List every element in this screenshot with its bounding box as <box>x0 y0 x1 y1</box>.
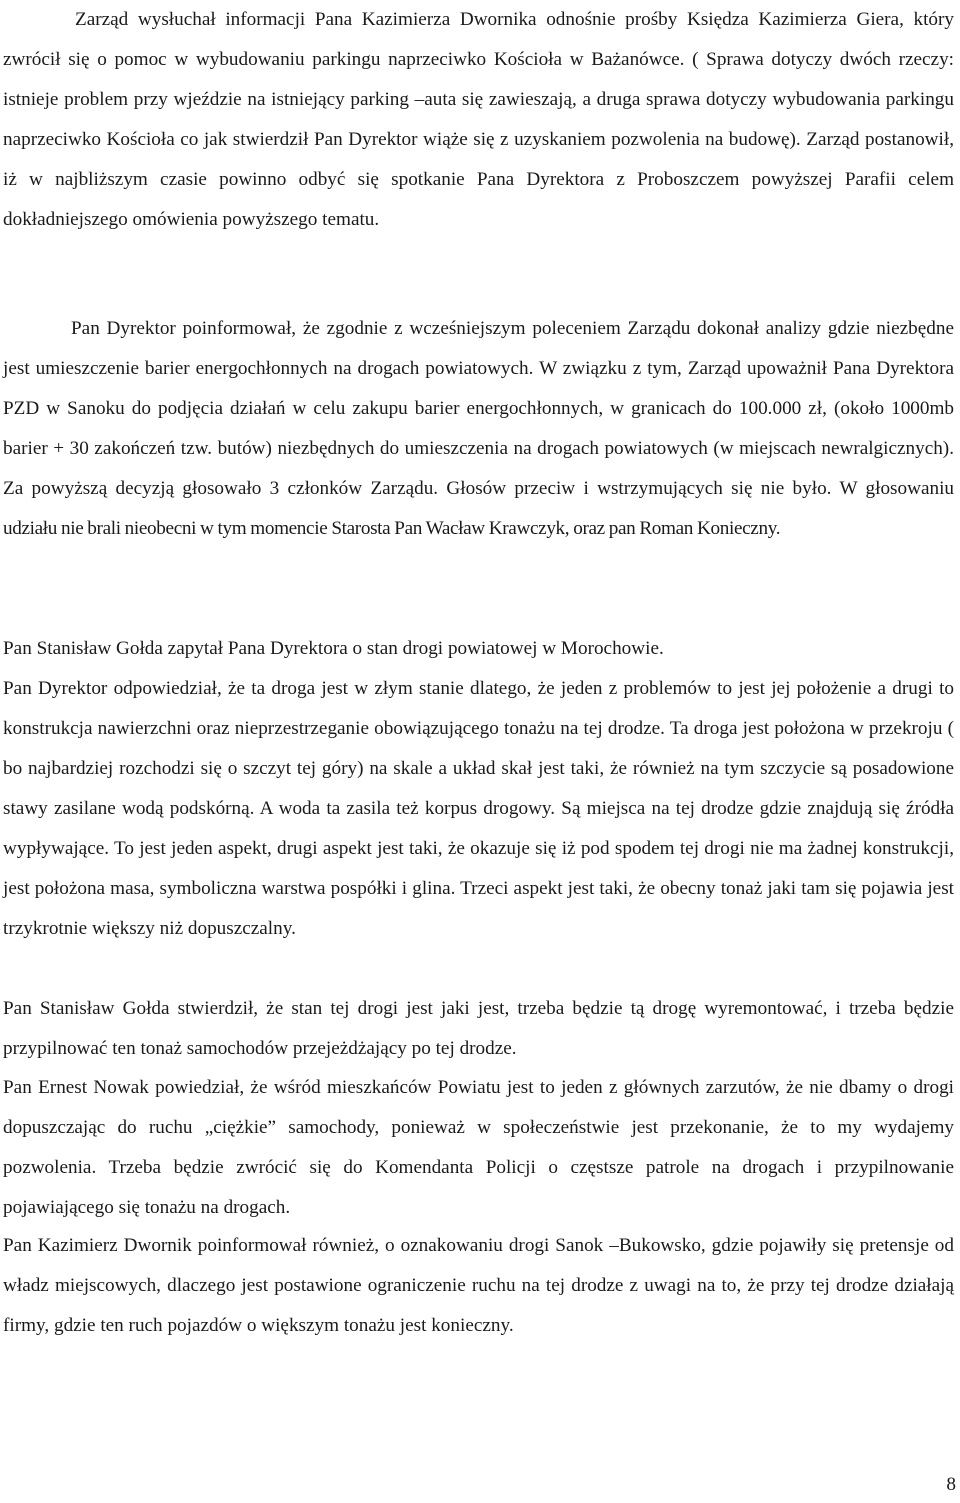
paragraph-energy-barriers-tail: udziału nie brali nieobecni w tym momencie Starosta Pan Wacław Krawczyk, oraz pan Roman Konieczny. <box>3 518 781 539</box>
paragraph-parking-bazanowka: Zarząd wysłuchał informacji Pana Kazimierza Dwornika odnośnie prośby Księdza Kazimierza Giera, który zwrócił się o pomoc w wybudowaniu parkingu naprzeciwko Kościoła w Bażanówce. ( Sprawa dotyczy dwóch rzeczy: istnieje problem przy wjeździe na istniejący parking –auta się zawieszają, a druga sprawa dotyczy wybudowania parkingu naprzeciwko Kościoła co jak stwierdził Pan Dyrektor wiąże się z uzyskaniem pozwolenia na budowę). Zarząd postanowił, iż w najbliższym czasie powinno odbyć się spotkanie Pana Dyrektora z Proboszczem powyższej Parafii celem dokładniejszego omówienia powyższego tematu. <box>3 9 954 230</box>
paragraph-golda-statement: Pan Stanisław Gołda stwierdził, że stan tej drogi jest jaki jest, trzeba będzie tą drogę wyremontować, i trzeba będzie przypilnować ten tonaż samochodów przejeżdżający po tej drodze. <box>3 998 954 1059</box>
paragraph-energy-barriers <box>3 309 954 549</box>
paragraph-energy-barriers-main: Pan Dyrektor poinformował, że zgodnie z wcześniejszym poleceniem Zarządu dokonał analizy gdzie niezbędne jest umieszczenie barier energochłonnych na drogach powiatowych. W związku z tym, Zarząd upoważnił Pana Dyrektora PZD w Sanoku do podjęcia działań w celu zakupu barier energochłonnych, w granicach do 100.000 zł, (około 1000mb barier + 30 zakończeń tzw. butów) niezbędnych do umieszczenia na drogach powiatowych (w miejscach newralgicznych). Za powyższą decyzją głosowało 3 członków Zarządu. Głosów przeciw i wstrzymujących się nie było. W głosowaniu <box>3 318 954 499</box>
paragraph-nowak-statement: Pan Ernest Nowak powiedział, że wśród mieszkańców Powiatu jest to jeden z głównych zarzutów, że nie dbamy o drogi dopuszczając do ruchu „ciężkie” samochody, ponieważ w społeczeństwie jest przekonanie, że to my wydajemy pozwolenia. Trzeba będzie zwrócić się do Komendanta Policji o częstsze patrole na drogach i przypilnowanie pojawiającego się tonażu na drogach. <box>3 1077 954 1218</box>
paragraph-golda-question: Pan Stanisław Gołda zapytał Pana Dyrektora o stan drogi powiatowej w Morochowie. <box>3 638 664 659</box>
page-number: 8 <box>946 1474 956 1495</box>
paragraph-director-answer: Pan Dyrektor odpowiedział, że ta droga jest w złym stanie dlatego, że jeden z problemów to jest jej położenie a drugi to konstrukcja nawierzchni oraz nieprzestrzeganie obowiązującego tonażu na tej drodze. Ta droga jest położona w przekroju ( bo najbardziej rozchodzi się o szczyt tej góry) na skale a układ skał jest taki, że również na tym szczycie są posadowione stawy zasilane wodą podskórną. A woda ta zasila też korpus drogowy. Są miejsca na tej drodze gdzie znajdują się źródła wypływające. To jest jeden aspekt, drugi aspekt jest taki, że okazuje się iż pod spodem tej drogi nie ma żadnej konstrukcji, jest położona masa, symboliczna warstwa pospółki i glina. Trzeci aspekt jest taki, że obecny tonaż jaki tam się pojawia jest trzykrotnie większy niż dopuszczalny. <box>3 678 954 939</box>
paragraph-dwornik-signage: Pan Kazimierz Dwornik poinformował również, o oznakowaniu drogi Sanok –Bukowsko, gdzie pojawiły się pretensje od władz miejscowych, dlaczego jest postawione ograniczenie ruchu na tej drodze z uwagi na to, że przy tej drodze działają firmy, gdzie ten ruch pojazdów o większym tonażu jest konieczny. <box>3 1235 954 1336</box>
